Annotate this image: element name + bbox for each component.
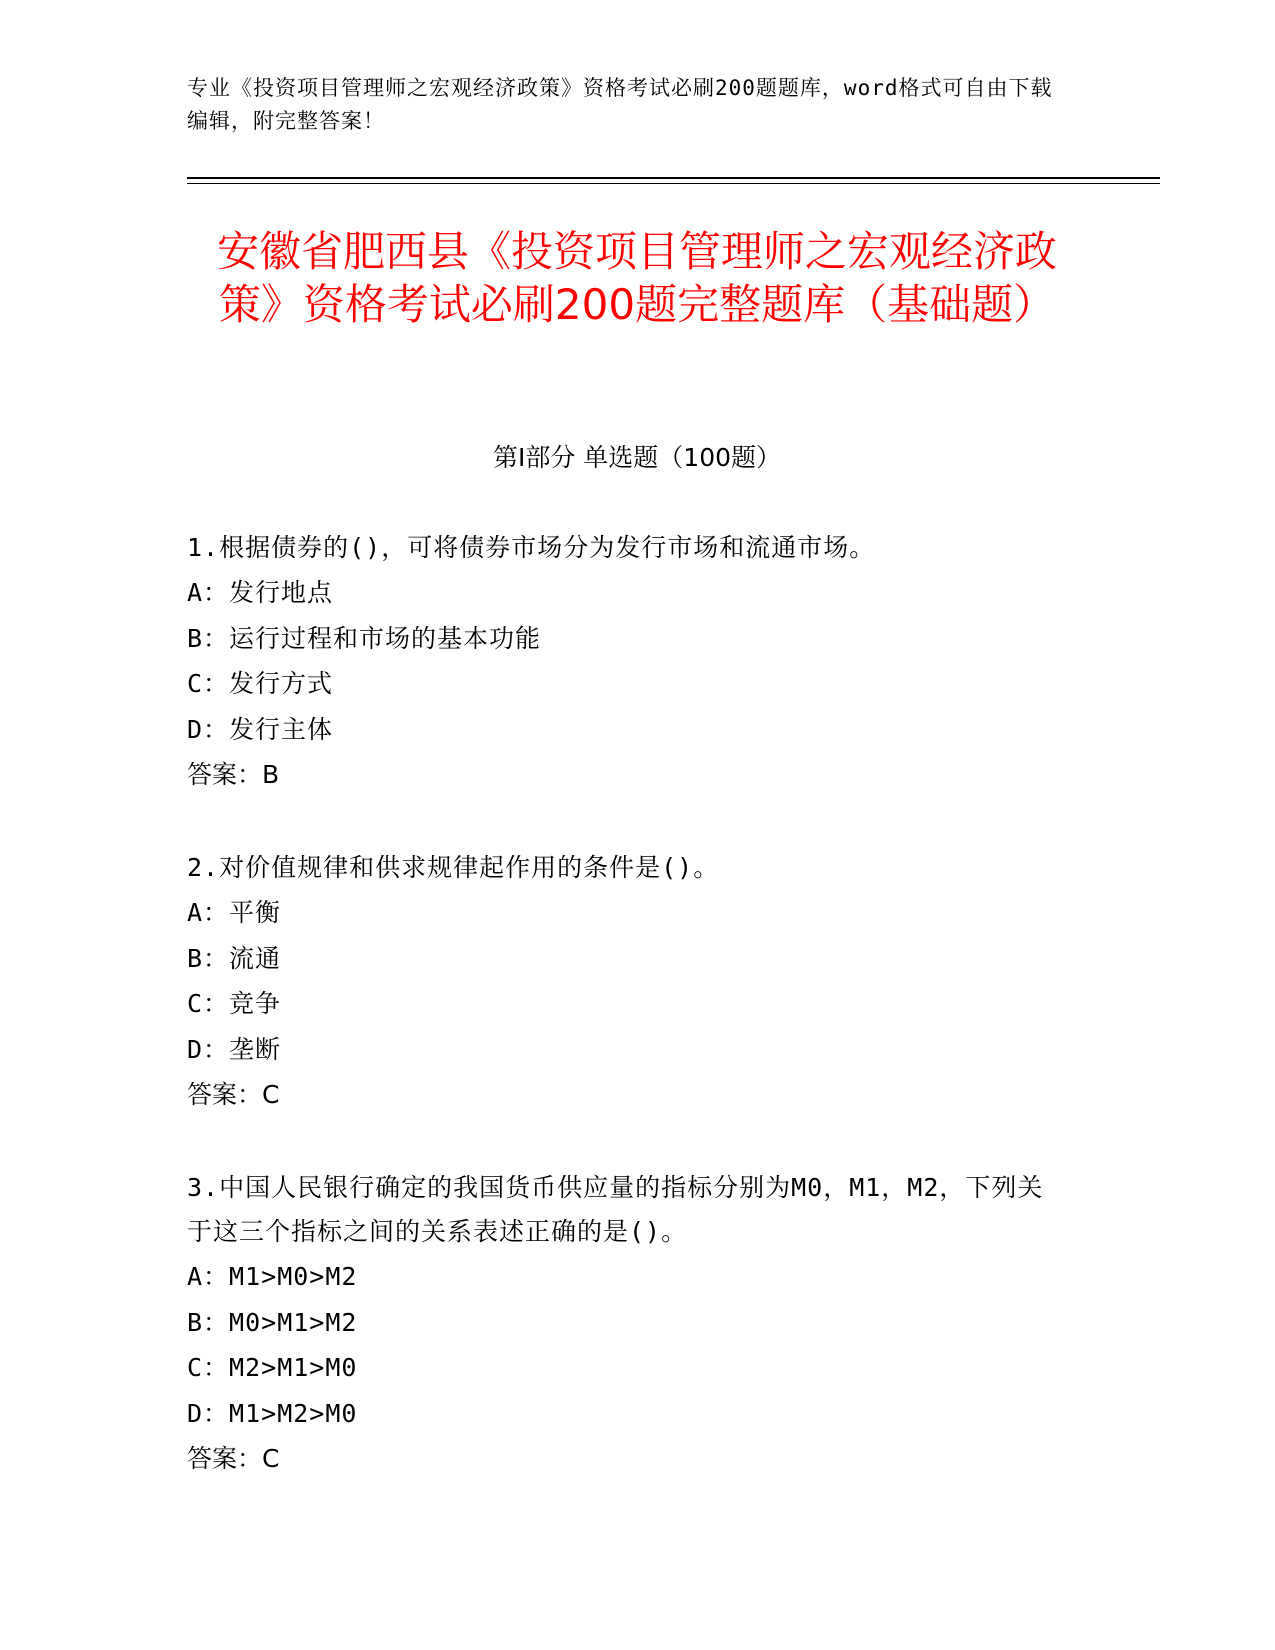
option-c: C：M2>M1>M0: [187, 1353, 358, 1382]
answer-line: 答案：C: [187, 1080, 280, 1109]
answer-line: 答案：C: [187, 1444, 280, 1473]
option-b: B：M0>M1>M2: [187, 1307, 358, 1337]
document-title: 安徽省肥西县《投资项目管理师之宏观经济政策》资格考试必刷200题完整题库（基础题）: [216, 227, 1057, 329]
question-stem: 1.根据债券的()，可将债券市场分为发行市场和流通市场。: [187, 533, 876, 562]
option-a: A：发行地点: [187, 578, 334, 607]
option-b: B：运行过程和市场的基本功能: [187, 623, 542, 653]
header-rule-thick: [187, 177, 1160, 179]
header-note: 专业《投资项目管理师之宏观经济政策》资格考试必刷200题题库，word格式可自由下载编辑，附完整答案！: [187, 76, 1053, 133]
question-stem: 3.中国人民银行确定的我国货币供应量的指标分别为M0，M1，M2，下列关于这三个指标之间的关系表述正确的是()。: [187, 1173, 1044, 1246]
option-d: D：垄断: [187, 1034, 282, 1064]
section-heading: 第I部分 单选题（100题）: [492, 443, 782, 472]
question-stem: 2.对价值规律和供求规律起作用的条件是()。: [187, 853, 720, 882]
header-rule-thin: [187, 183, 1160, 184]
question-block: [187, 846, 1067, 1118]
option-a: A：M1>M0>M2: [187, 1262, 358, 1291]
question-block: [187, 1166, 1067, 1482]
option-b: B：流通: [187, 943, 282, 973]
option-d: D：发行主体: [187, 714, 334, 744]
option-a: A：平衡: [187, 898, 282, 927]
answer-line: 答案：B: [187, 760, 280, 789]
option-c: C：发行方式: [187, 669, 334, 698]
option-d: D：M1>M2>M0: [187, 1398, 358, 1428]
question-block: [187, 526, 1067, 798]
option-c: C：竞争: [187, 989, 282, 1018]
